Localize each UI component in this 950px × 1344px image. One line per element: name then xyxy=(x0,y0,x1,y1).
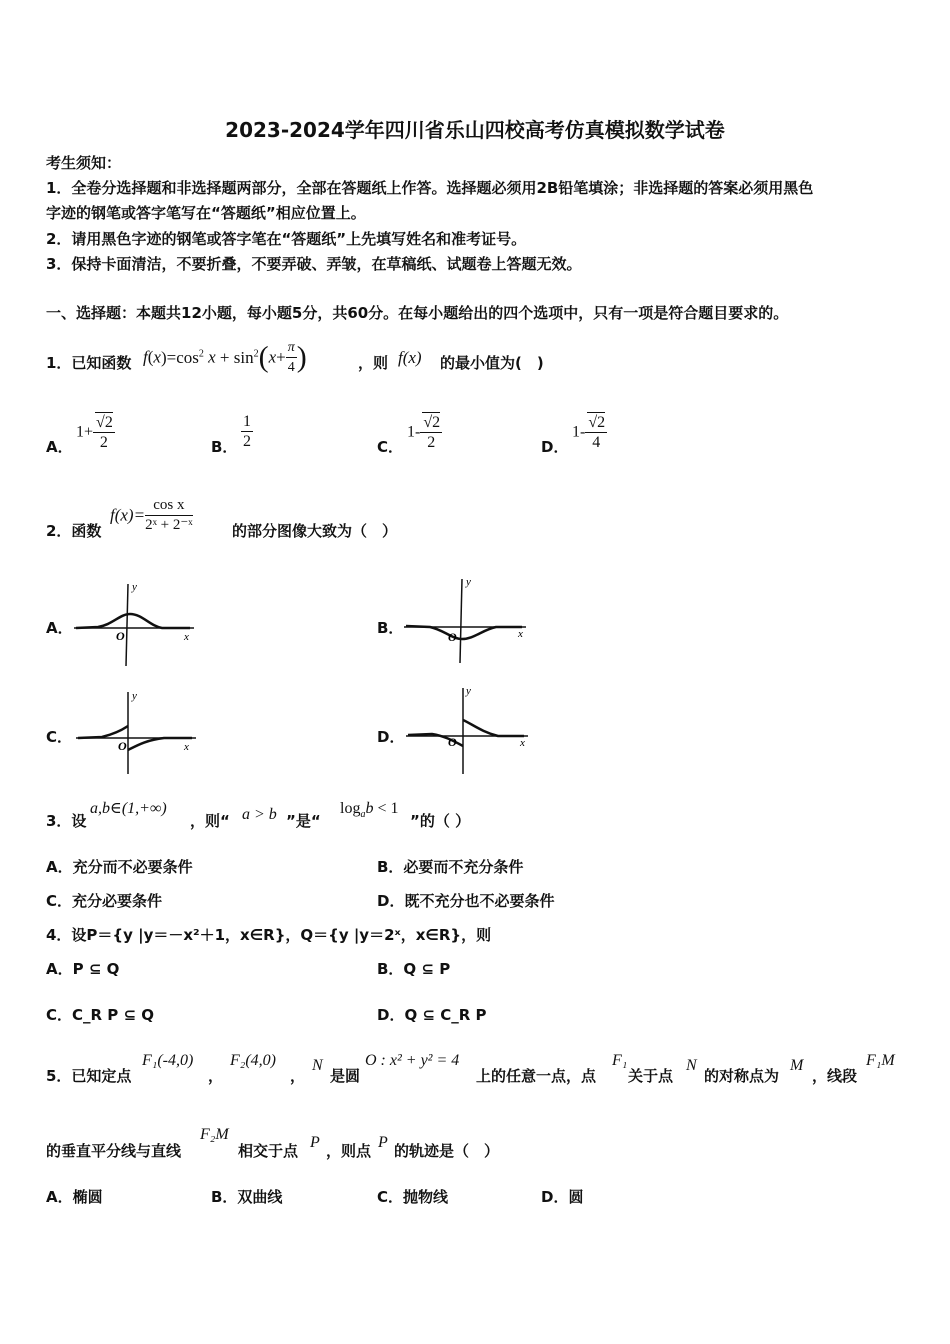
q1-mid: ，则 xyxy=(358,354,389,372)
q3-option-a: A．充分而不必要条件 xyxy=(46,858,193,876)
q1-fx: f(x) xyxy=(398,348,422,367)
q5-math: O : x² + y² = 4 xyxy=(365,1052,460,1069)
section-heading: 一、选择题：本题共12小题，每小题5分，共60分。在每小题给出的四个选项中，只有一项是符合题目要求的。 xyxy=(46,304,789,322)
q5-math: P xyxy=(310,1134,320,1151)
q1-option-a: 1+ $\frac{√2}{2}$ xyxy=(76,414,113,451)
q3-mid2: ”是“ xyxy=(286,812,321,830)
q2-option-c-label: C． xyxy=(46,728,73,746)
svg-text:y: y xyxy=(132,581,137,593)
q5-text: ， xyxy=(290,1067,306,1085)
q3-option-c: C．充分必要条件 xyxy=(46,892,163,910)
q2-option-d-label: D． xyxy=(377,728,405,746)
q4-option-d: D．Q ⊆ C_R P xyxy=(377,1006,487,1024)
graph-d xyxy=(402,684,534,776)
svg-text:y: y xyxy=(132,690,137,702)
svg-text:x: x xyxy=(184,741,189,753)
q2-stem-label: 2．函数 xyxy=(46,522,102,540)
q5-text: 的对称点为 xyxy=(704,1067,780,1085)
graph-b xyxy=(400,575,530,667)
q1-option-c: 1- $\frac{√2}{2}$ xyxy=(407,414,441,451)
q1-function: $f(x)=\cos^2$ $x + \sin^2(x+$ $\frac{\pi}{4}$ ) xyxy=(143,340,307,375)
q1-stem-label: 1．已知函数 xyxy=(46,354,132,372)
q3-tail: ”的（ ） xyxy=(410,812,471,830)
q4-option-a: A．P ⊆ Q xyxy=(46,960,120,978)
q1-option-d-label: D． xyxy=(541,438,569,456)
q2-option-a-label: A． xyxy=(46,619,73,637)
q5-math: F₁(-4,0) xyxy=(142,1052,194,1069)
q1-option-a-label: A． xyxy=(46,438,73,456)
q2-function: f(x)= $\frac{\text{cos x}}{\text{2ˣ + 2⁻ˣ}}$ xyxy=(110,497,193,533)
q5-math: M xyxy=(790,1057,804,1074)
q1-tail: 的最小值为( ) xyxy=(440,354,544,372)
q3-p: a > b xyxy=(242,806,277,823)
svg-text:O: O xyxy=(448,735,457,749)
page-title: 2023-2024学年四川省乐山四校高考仿真模拟数学试卷 xyxy=(225,118,725,142)
q5-text: 是圆 xyxy=(330,1067,361,1085)
q5-math: F₂M xyxy=(200,1126,229,1143)
q1-option-b: $\frac{1}{2}$ xyxy=(243,413,251,450)
svg-text:O: O xyxy=(448,630,457,644)
q5-math: F₁ xyxy=(612,1052,628,1069)
q2-option-b-label: B． xyxy=(377,619,404,637)
notice-item: 字迹的钢笔或答字笔写在“答题纸”相应位置上。 xyxy=(46,204,366,222)
q3-condition: a,b∈(1,+∞) xyxy=(90,800,167,817)
svg-text:O: O xyxy=(116,629,125,643)
notice-item: 2．请用黑色字迹的钢笔或答字笔在“答题纸”上先填写姓名和准考证号。 xyxy=(46,230,527,248)
notice-item: 1．全卷分选择题和非选择题两部分，全部在答题纸上作答。选择题必须用2B铅笔填涂；非选择题的答案必须用黑色 xyxy=(46,179,814,197)
q5-text: 相交于点 xyxy=(238,1142,299,1160)
q3-option-d: D．既不充分也不必要条件 xyxy=(377,892,555,910)
q3-option-b: B．必要而不充分条件 xyxy=(377,858,524,876)
q3-stem-label: 3．设 xyxy=(46,812,87,830)
svg-text:x: x xyxy=(518,628,523,640)
q5-math: N xyxy=(686,1057,697,1074)
q4-option-b: B．Q ⊆ P xyxy=(377,960,451,978)
q4-option-c: C．C_R P ⊆ Q xyxy=(46,1006,155,1024)
notice-heading: 考生须知： xyxy=(46,154,122,172)
svg-text:x: x xyxy=(520,737,525,749)
q5-text: ， xyxy=(208,1067,224,1085)
q5-math: N xyxy=(312,1057,323,1074)
q5-math: P xyxy=(378,1134,388,1151)
svg-text:x: x xyxy=(184,631,189,643)
q5-text: 的垂直平分线与直线 xyxy=(46,1142,182,1160)
q5-math: F₁M xyxy=(866,1052,895,1069)
q5-text: ，则点 xyxy=(326,1142,372,1160)
q5-text: 上的任意一点，点 xyxy=(476,1067,597,1085)
q5-text: ，线段 xyxy=(812,1067,858,1085)
graph-a xyxy=(70,578,200,670)
q4-stem: 4．设P＝{y |y＝－x²＋1，x∈R}，Q＝{y |y＝2ˣ，x∈R}，则 xyxy=(46,926,492,944)
q5-option-d: D．圆 xyxy=(541,1188,584,1206)
q3-mid1: ，则“ xyxy=(190,812,230,830)
q5-option-a: A．椭圆 xyxy=(46,1188,103,1206)
q5-option-b: B．双曲线 xyxy=(211,1188,283,1206)
q1-option-b-label: B． xyxy=(211,438,238,456)
q1-option-c-label: C． xyxy=(377,438,404,456)
graph-c xyxy=(72,688,202,778)
q5-text: 的轨迹是（ ） xyxy=(394,1142,500,1160)
q5-option-c: C．抛物线 xyxy=(377,1188,449,1206)
q2-tail: 的部分图像大致为（ ） xyxy=(232,522,398,540)
q5-text: 5．已知定点 xyxy=(46,1067,132,1085)
q3-q: $\log_ab < 1$ xyxy=(340,800,399,821)
notice-item: 3．保持卡面清洁，不要折叠，不要弄破、弄皱，在草稿纸、试题卷上答题无效。 xyxy=(46,255,582,273)
svg-text:y: y xyxy=(466,685,471,697)
q5-text: 关于点 xyxy=(628,1067,674,1085)
svg-text:O: O xyxy=(118,739,127,753)
q5-math: F₂(4,0) xyxy=(230,1052,276,1069)
svg-text:y: y xyxy=(466,576,471,588)
q1-option-d: 1- $\frac{√2}{4}$ xyxy=(572,414,606,451)
